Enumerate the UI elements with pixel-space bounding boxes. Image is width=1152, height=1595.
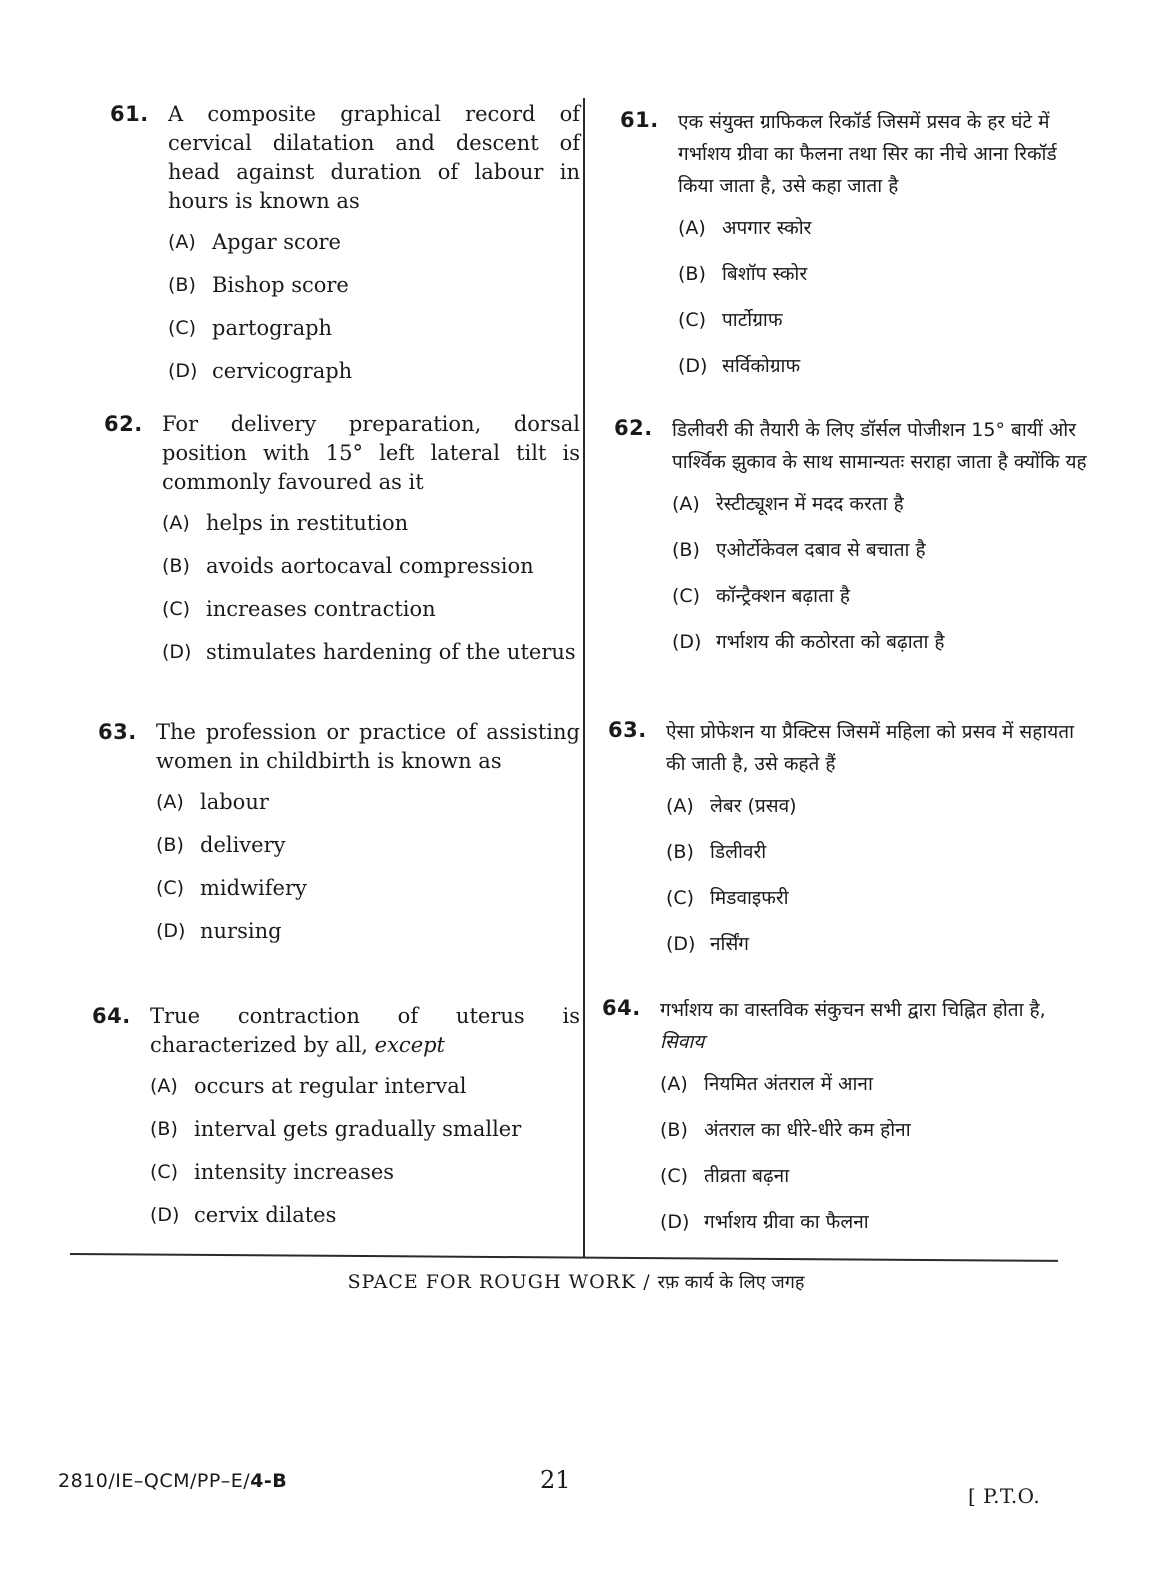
question-62-en bbox=[104, 410, 580, 681]
question-number: 62. bbox=[104, 412, 143, 436]
options-list bbox=[150, 1072, 580, 1230]
option-a: (A) helps in restitution bbox=[162, 511, 409, 535]
option-d: (D) stimulates hardening of the uterus bbox=[162, 640, 576, 664]
question-text: डिलीवरी की तैयारी के लिए डॉर्सल पोजीशन 15° बायीं ओर पार्श्विक झुकाव के साथ सामान्यतः सराहा जाता है क्योंकि यह bbox=[672, 419, 1087, 473]
option-c: (C) midwifery bbox=[156, 876, 307, 900]
options-list bbox=[660, 1070, 1090, 1237]
option-b: (B) बिशॉप स्कोर bbox=[678, 263, 808, 285]
question-text: ऐसा प्रोफेशन या प्रैक्टिस जिसमें महिला को प्रसव में सहायता की जाती है, उसे कहते हैं bbox=[666, 721, 1075, 775]
option-d: (D) नर्सिंग bbox=[666, 933, 750, 955]
option-b: (B) interval gets gradually smaller bbox=[150, 1117, 522, 1141]
rough-work-separator: / bbox=[636, 1271, 658, 1293]
option-d: (D) cervix dilates bbox=[150, 1203, 337, 1227]
options-list bbox=[666, 792, 1090, 959]
option-a: (A) रेस्टीट्यूशन में मदद करता है bbox=[672, 493, 904, 515]
option-b: (B) डिलीवरी bbox=[666, 841, 767, 863]
option-b: (B) Bishop score bbox=[168, 273, 349, 297]
question-number: 63. bbox=[608, 718, 647, 742]
paper-set: 4-B bbox=[250, 1470, 288, 1492]
column-divider bbox=[583, 98, 585, 1258]
question-64-en bbox=[92, 1002, 580, 1244]
option-a: (A) नियमित अंतराल में आना bbox=[660, 1073, 873, 1095]
question-63-hi bbox=[608, 716, 1090, 976]
footer-divider bbox=[70, 1253, 1058, 1262]
question-number: 63. bbox=[98, 720, 137, 744]
option-a: (A) अपगार स्कोर bbox=[678, 217, 812, 239]
page-number: 21 bbox=[540, 1466, 571, 1494]
option-a: (A) labour bbox=[156, 790, 269, 814]
emphasis-except: सिवाय bbox=[660, 1031, 705, 1053]
question-63-en bbox=[98, 718, 580, 960]
pto-label: [ P.T.O. bbox=[968, 1484, 1041, 1508]
option-b: (B) एओर्टोकेवल दबाव से बचाता है bbox=[672, 539, 926, 561]
question-text: एक संयुक्त ग्राफिकल रिकॉर्ड जिसमें प्रसव के हर घंटे में गर्भाशय ग्रीवा का फैलना तथा सिर का नीचे आना रिकॉर्ड किया जाता है, उसे कहा जाता है bbox=[678, 111, 1057, 197]
question-number: 64. bbox=[92, 1004, 131, 1028]
question-number: 62. bbox=[614, 416, 653, 440]
option-b: (B) अंतराल का धीरे-धीरे कम होना bbox=[660, 1119, 911, 1141]
question-number: 61. bbox=[110, 102, 149, 126]
option-d: (D) cervicograph bbox=[168, 359, 353, 383]
rough-work-label bbox=[0, 1270, 1152, 1294]
option-c: (C) तीव्रता बढ़ना bbox=[660, 1165, 790, 1187]
option-d: (D) nursing bbox=[156, 919, 282, 943]
options-list bbox=[678, 214, 1090, 381]
question-text: गर्भाशय का वास्तविक संकुचन सभी द्वारा चिह्नित होता है, सिवाय bbox=[660, 999, 1046, 1053]
option-b: (B) avoids aortocaval compression bbox=[162, 554, 534, 578]
paper-code: 2810/IE–QCM/PP–E/4-B bbox=[58, 1470, 288, 1492]
option-d: (D) गर्भाशय की कठोरता को बढ़ाता है bbox=[672, 631, 945, 653]
options-list bbox=[168, 228, 580, 386]
option-a: (A) occurs at regular interval bbox=[150, 1074, 467, 1098]
option-a: (A) Apgar score bbox=[168, 230, 341, 254]
options-list bbox=[162, 509, 580, 667]
option-c: (C) intensity increases bbox=[150, 1160, 395, 1184]
option-d: (D) गर्भाशय ग्रीवा का फैलना bbox=[660, 1211, 869, 1233]
option-a: (A) लेबर (प्रसव) bbox=[666, 795, 797, 817]
question-61-en bbox=[110, 100, 580, 400]
emphasis-except: except bbox=[374, 1033, 445, 1057]
question-text: True contraction of uterus is characterized by all, except bbox=[150, 1004, 580, 1057]
question-62-hi bbox=[614, 414, 1090, 674]
option-c: (C) partograph bbox=[168, 316, 333, 340]
option-c: (C) पार्टोग्राफ bbox=[678, 309, 783, 331]
options-list bbox=[672, 490, 1090, 657]
question-number: 64. bbox=[602, 996, 641, 1020]
question-61-hi bbox=[620, 106, 1090, 398]
option-c: (C) कॉन्ट्रैक्शन बढ़ाता है bbox=[672, 585, 850, 607]
option-c: (C) मिडवाइफरी bbox=[666, 887, 789, 909]
option-b: (B) delivery bbox=[156, 833, 286, 857]
rough-work-en: SPACE FOR ROUGH WORK bbox=[347, 1271, 637, 1293]
question-text: For delivery preparation, dorsal position with 15° left lateral tilt is commonly favoured as it bbox=[162, 412, 580, 494]
question-64-hi bbox=[602, 994, 1090, 1254]
options-list bbox=[156, 788, 580, 946]
rough-work-hi: रफ़ कार्य के लिए जगह bbox=[657, 1272, 805, 1293]
question-text: A composite graphical record of cervical dilatation and descent of head against duration of labour in hours is known as bbox=[168, 102, 580, 213]
question-text: The profession or practice of assisting women in childbirth is known as bbox=[156, 720, 580, 773]
option-d: (D) सर्विकोग्राफ bbox=[678, 355, 801, 377]
question-number: 61. bbox=[620, 108, 659, 132]
option-c: (C) increases contraction bbox=[162, 597, 436, 621]
